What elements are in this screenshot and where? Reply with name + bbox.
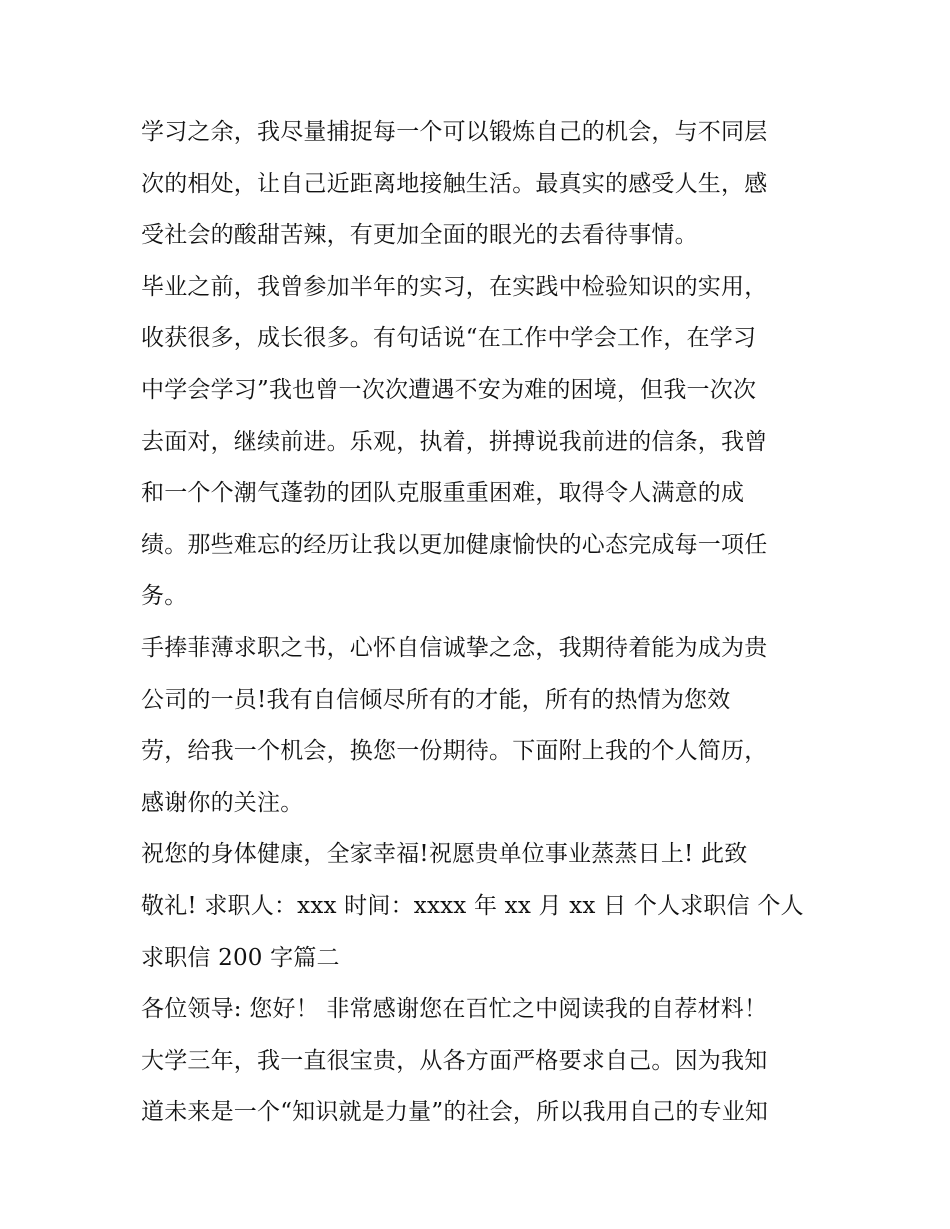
text-line: 敬礼! 求职人：xxx 时间：xxxx 年 xx 月 xx 日 个人求职信 个人 xyxy=(141,892,804,919)
text-line: 务。 xyxy=(141,583,188,610)
text-line: 去面对，继续前进。乐观，执着，拼搏说我前进的信条，我曾 xyxy=(141,428,768,455)
text-line: 毕业之前，我曾参加半年的实习，在实践中检验知识的实用， xyxy=(141,273,768,300)
text-line: 劳，给我一个机会，换您一份期待。下面附上我的个人简历， xyxy=(141,738,768,765)
text-line: 次的相处，让自己近距离地接触生活。最真实的感受人生，感 xyxy=(141,170,768,197)
text-line: 学习之余，我尽量捕捉每一个可以锻炼自己的机会，与不同层 xyxy=(141,119,768,145)
document-body xyxy=(141,107,821,1139)
text-line: 手捧菲薄求职之书，心怀自信诚挚之念，我期待着能为成为贵 xyxy=(141,634,768,661)
text-line: 求职信 200 字篇二 xyxy=(141,944,340,971)
text-line: 大学三年，我一直很宝贵，从各方面严格要求自己。因为我知 xyxy=(141,1047,768,1074)
text-line: 感谢你的关注。 xyxy=(141,789,304,816)
text-line: 绩。那些难忘的经历让我以更加健康愉快的心态完成每一项任 xyxy=(141,531,768,558)
text-line: 道未来是一个“知识就是力量”的社会，所以我用自己的专业知 xyxy=(141,1099,769,1126)
text-line: 收获很多，成长很多。有句话说“在工作中学会工作，在学习 xyxy=(141,325,757,352)
text-line: 祝您的身体健康，全家幸福!祝愿贵单位事业蒸蒸日上! 此致 xyxy=(141,841,748,868)
text-line: 各位领导: 您好！ 非常感谢您在百忙之中阅读我的自荐材料！ xyxy=(141,996,768,1023)
text-line: 公司的一员!我有自信倾尽所有的才能，所有的热情为您效 xyxy=(141,686,731,713)
text-line: 受社会的酸甜苦辣，有更加全面的眼光的去看待事情。 xyxy=(141,222,698,249)
text-line: 和一个个潮气蓬勃的团队克服重重困难，取得令人满意的成 xyxy=(141,480,745,507)
text-line: 中学会学习”我也曾一次次遭遇不安为难的困境，但我一次次 xyxy=(141,376,757,403)
